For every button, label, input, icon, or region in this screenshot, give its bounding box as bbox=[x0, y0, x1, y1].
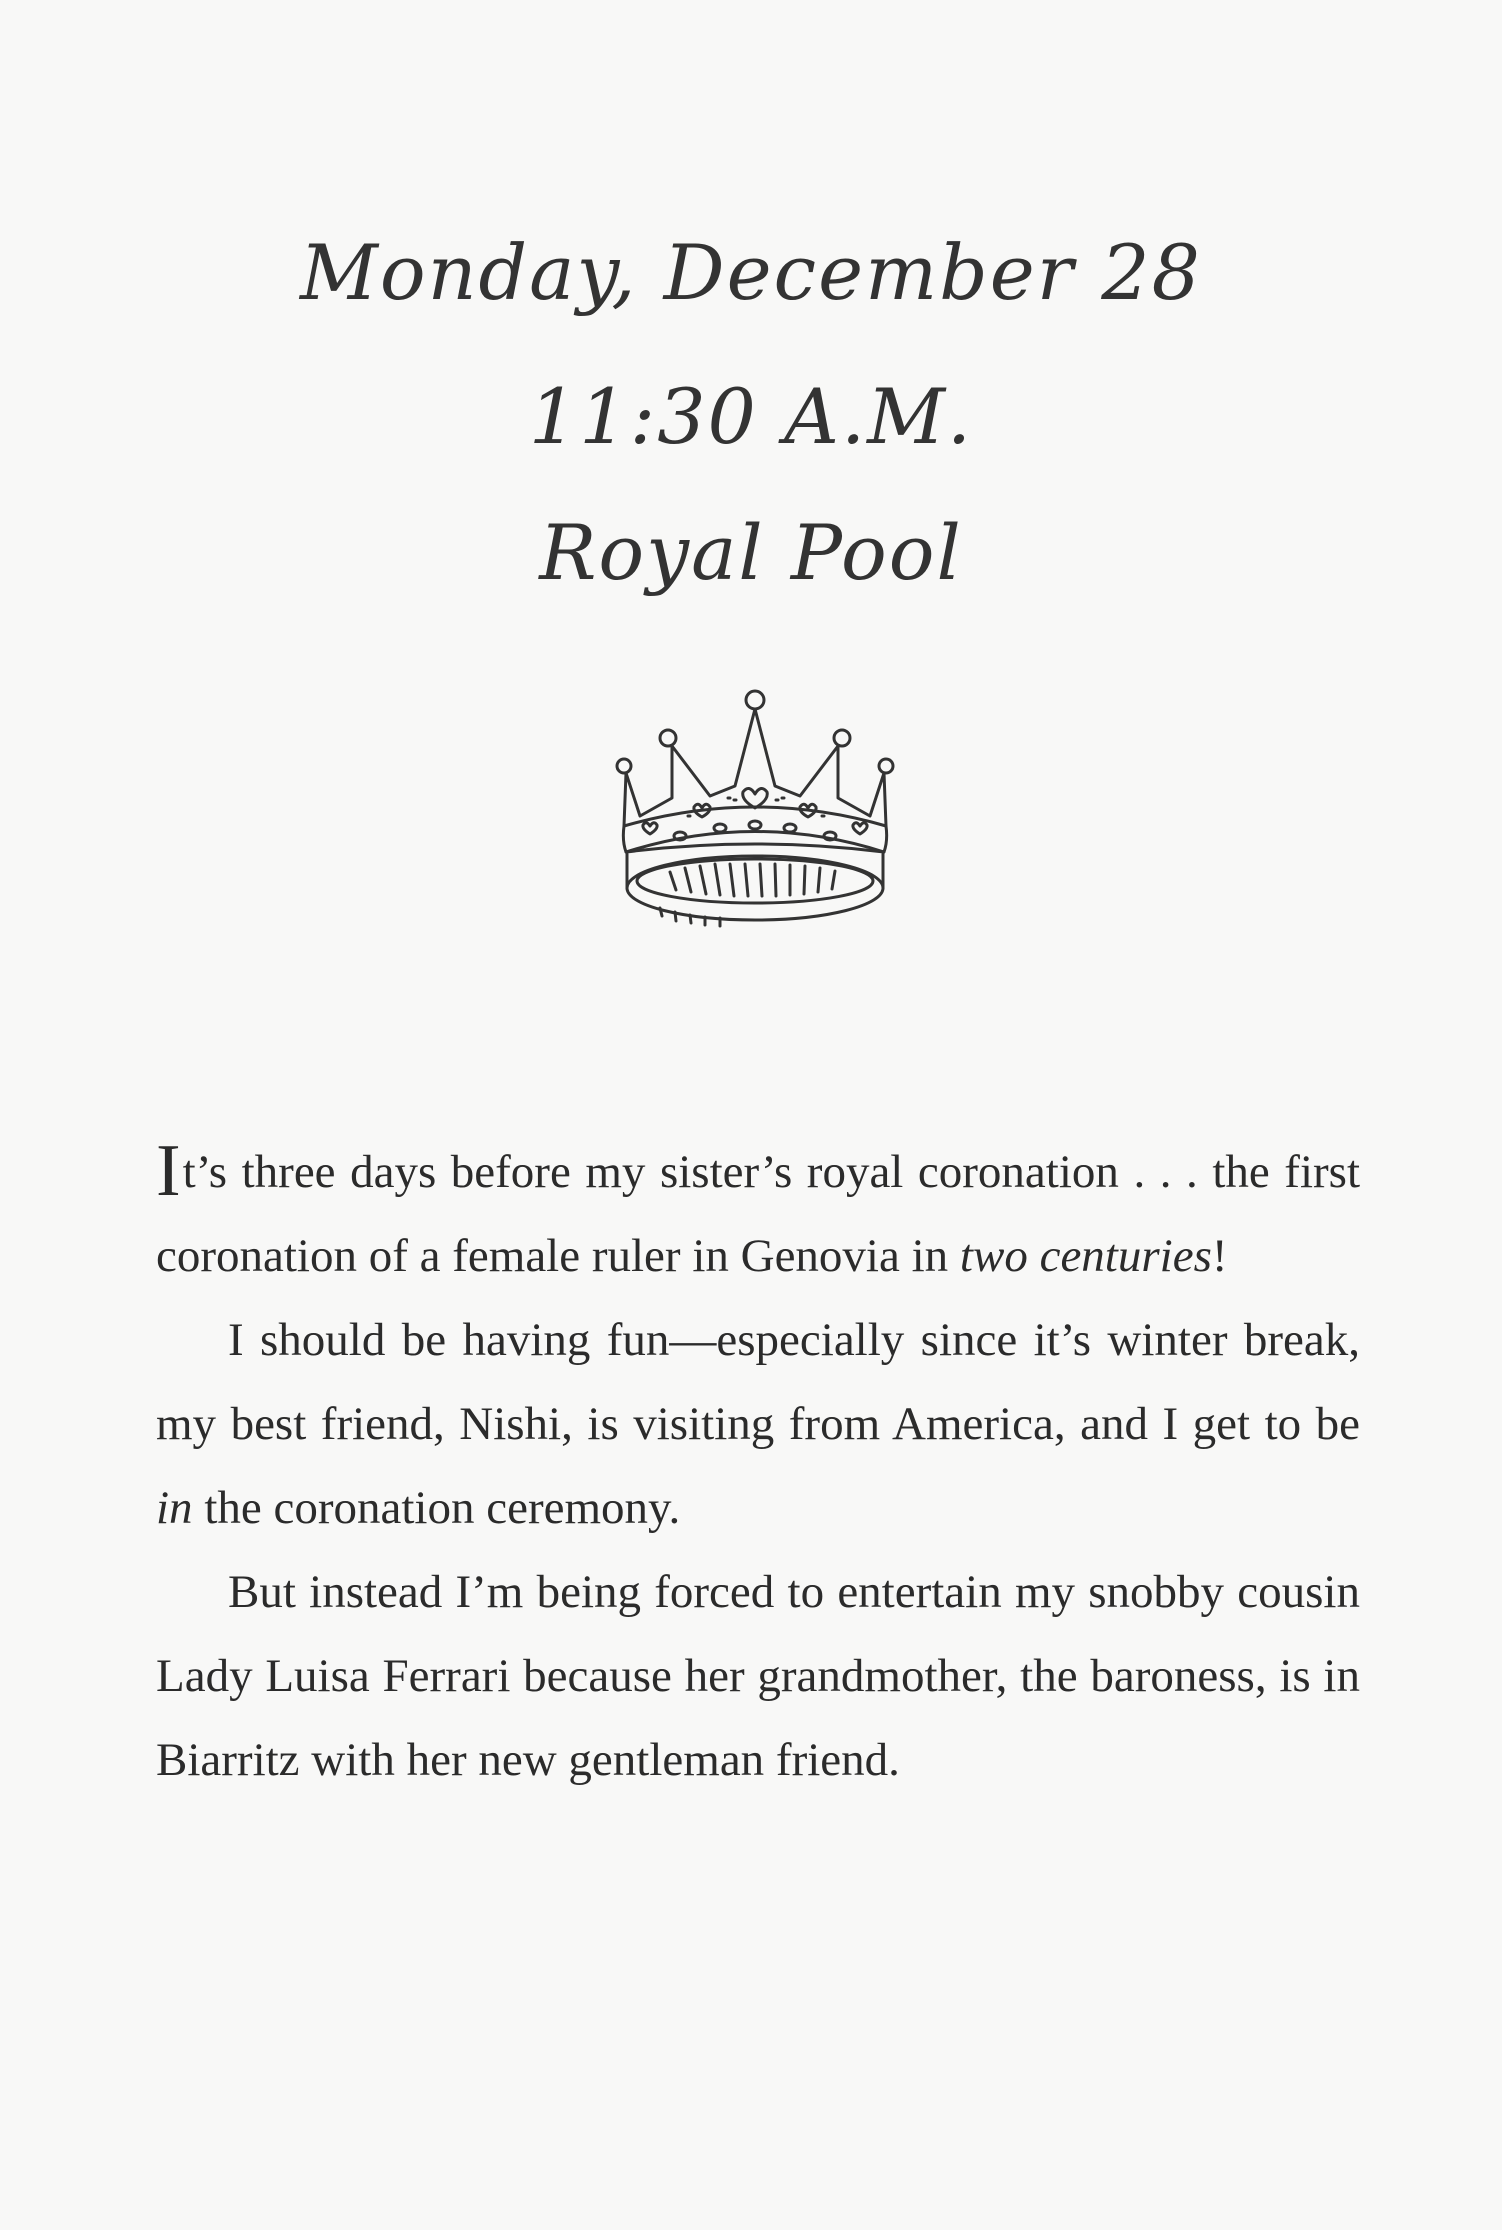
drop-cap: I bbox=[156, 1130, 181, 1212]
chapter-time-heading: 11:30 A.M. bbox=[528, 372, 974, 461]
paragraph-2-text-b: the coronation ceremony. bbox=[192, 1482, 681, 1534]
paragraph-1-emphasis: two centuries bbox=[959, 1230, 1212, 1282]
chapter-date-heading: Monday, December 28 bbox=[300, 228, 1202, 317]
paragraph-3: But instead I’m being forced to entertain my snobby cousin Lady Luisa Ferrari because her grandmother, the baroness, is in Biarritz with her new gentleman friend. bbox=[156, 1566, 1360, 1786]
chapter-body bbox=[156, 1130, 1360, 1802]
crown-icon bbox=[610, 676, 900, 936]
paragraph-1-text-a: t’s three days before my sister’s royal coronation . . . the first coronation of a female ruler in Genovia in bbox=[156, 1146, 1360, 1282]
paragraph-2-text-a: I should be having fun—especially since it’s winter break, my best friend, Nishi, is visiting from America, and I get to be bbox=[156, 1314, 1360, 1450]
paragraph-2-emphasis: in bbox=[156, 1482, 193, 1534]
paragraph-2 bbox=[156, 1298, 1360, 1550]
paragraph-1 bbox=[156, 1130, 1360, 1298]
chapter-place-heading: Royal Pool bbox=[539, 508, 963, 597]
paragraph-1-text-b: ! bbox=[1211, 1230, 1228, 1282]
